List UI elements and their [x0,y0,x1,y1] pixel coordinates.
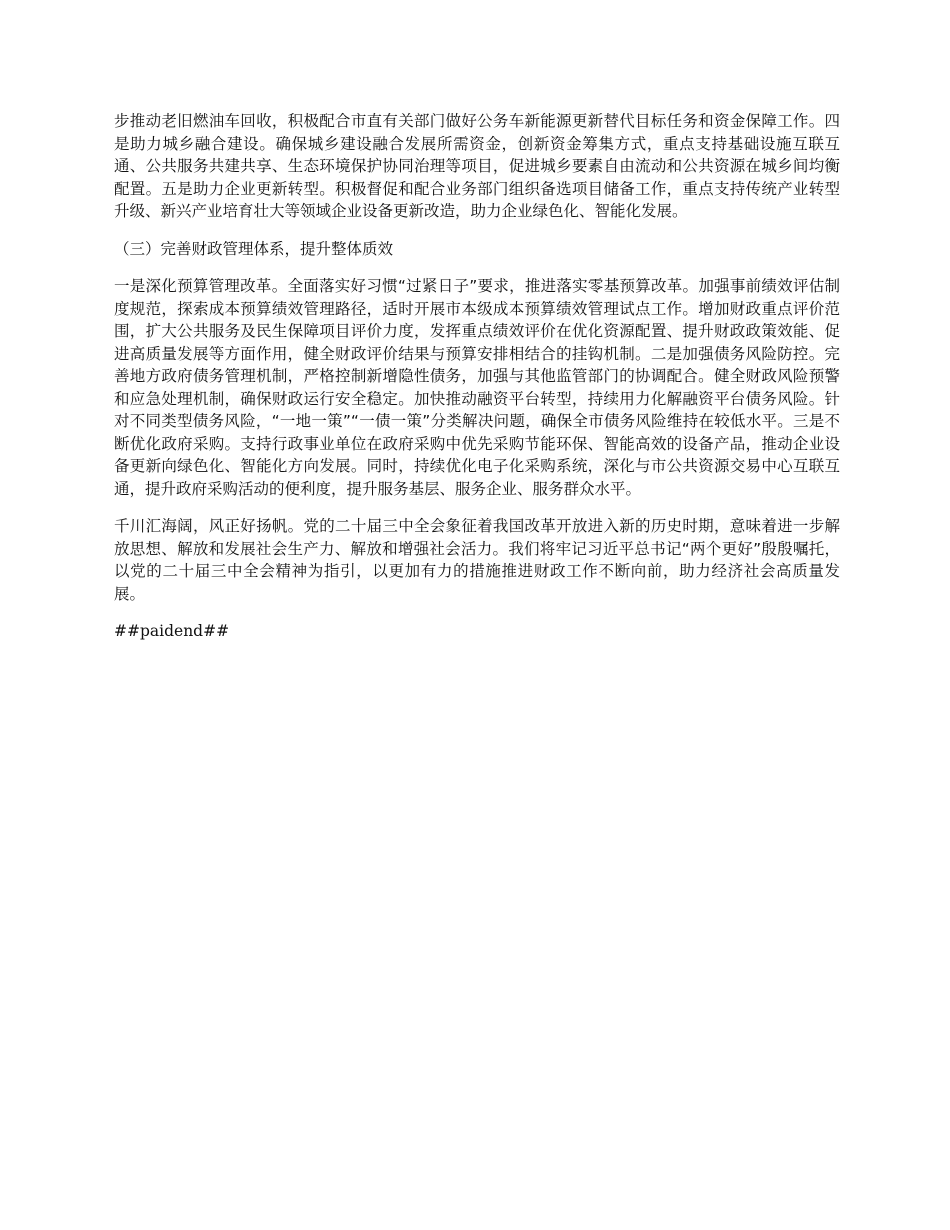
section-heading: （三）完善财政管理体系，提升整体质效 [114,239,394,258]
paragraph-budget-reform: 一是深化预算管理改革。全面落实好习惯“过紧日子”要求，推进落实零基预算改革。加强事前绩效评估制度规范，探索成本预算绩效管理路径，适时开展市本级成本预算绩效管理试点工作。增加财政重点评价范围，扩大公共服务及民生保障项目评价力度，发挥重点绩效评价在优化资源配置、提升财政政策效能、促进高质量发展等方面作用，健全财政评价结果与预算安排相结合的挂钩机制。二是加强债务风险防控。完善地方政府债务管理机制，严格控制新增隐性债务，加强与其他监管部门的协调配合。健全财政风险预警和应急处理机制，确保财政运行安全稳定。加快推动融资平台转型，持续用力化解融资平台债务风险。针对不同类型债务风险，“一地一策”“一债一策”分类解决问题，确保全市债务风险维持在较低水平。三是不断优化政府采购。支持行政事业单位在政府采购中优先采购节能环保、智能高效的设备产品，推动企业设备更新向绿色化、智能化方向发展。同时，持续优化电子化采购系统，深化与市公共资源交易中心互联互通，提升政府采购活动的便利度，提升服务基层、服务企业、服务群众水平。 [114,277,840,498]
paragraph-conclusion: 千川汇海阔，风正好扬帆。党的二十届三中全会象征着我国改革开放进入新的历史时期，意味着进一步解放思想、解放和发展社会生产力、解放和增强社会活力。我们将牢记习近平总书记“两个更好”殷殷嘱托，以党的二十届三中全会精神为指引，以更加有力的措施推进财政工作不断向前，助力经济社会高质量发展。 [114,517,840,603]
document-body [114,110,840,643]
paragraph-continuation: 步推动老旧燃油车回收，积极配合市直有关部门做好公务车新能源更新替代目标任务和资金保障工作。四是助力城乡融合建设。确保城乡建设融合发展所需资金，创新资金筹集方式，重点支持基础设施互联互通、公共服务共建共享、生态环境保护协同治理等项目，促进城乡要素自由流动和公共资源在城乡间均衡配置。五是助力企业更新转型。积极督促和配合业务部门组织备选项目储备工作，重点支持传统产业转型升级、新兴产业培育壮大等领域企业设备更新改造，助力企业绿色化、智能化发展。 [114,112,840,220]
paid-end-marker: ##paidend## [114,622,230,640]
